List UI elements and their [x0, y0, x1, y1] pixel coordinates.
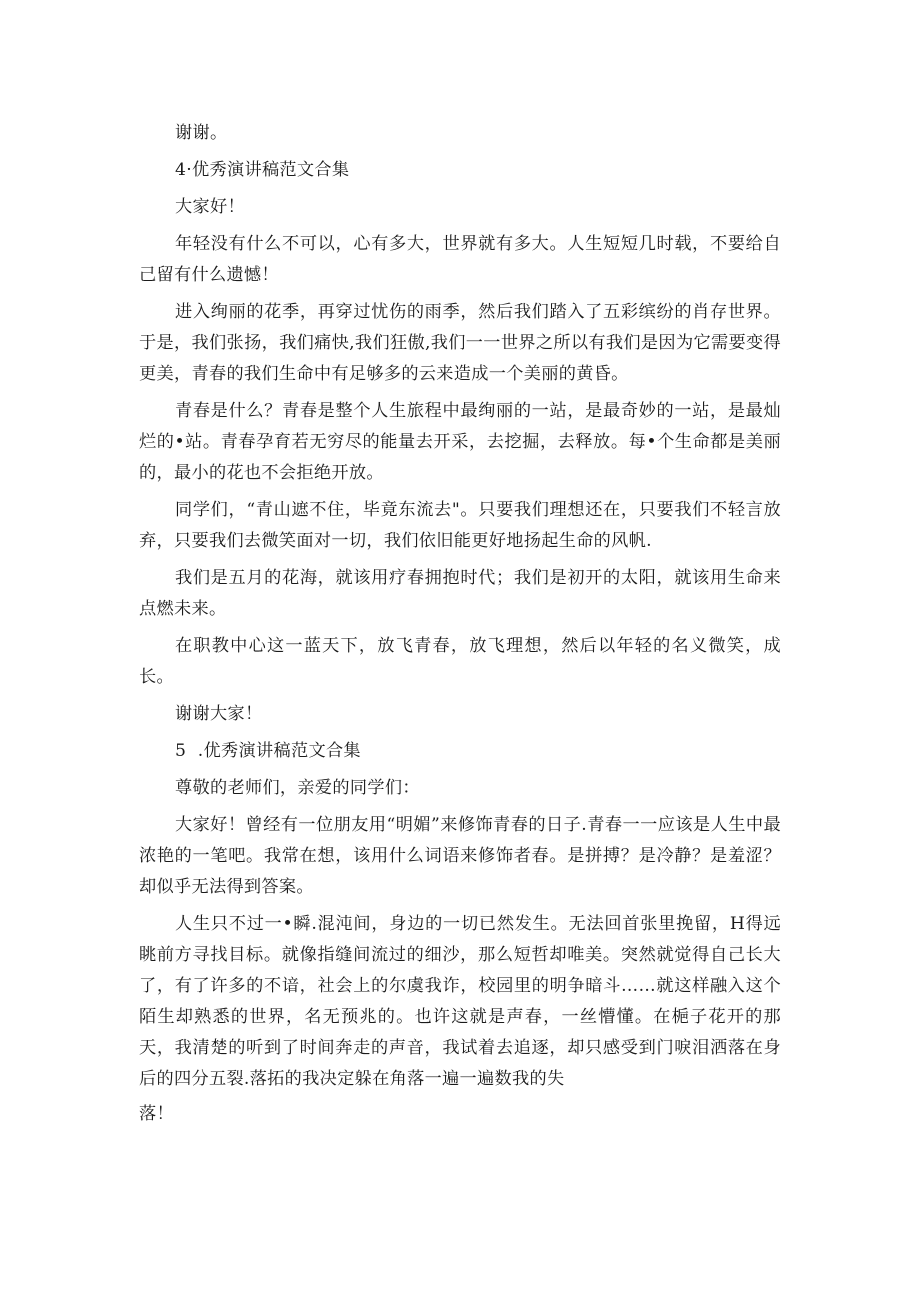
section-heading-5: 5 .优秀演讲稿范文合集	[175, 741, 361, 761]
paragraph-classmates: 同学们，“青山遮不住，毕竟东流去"。只要我们理想还在，只要我们不轻言放弃，只要我们去微笑面对一切，我们依旧能更好地扬起生命的风帆.	[139, 500, 781, 551]
paragraph-may-flowers: 我们是五月的花海，就该用疗春拥抱时代；我们是初开的太阳，就该用生命来点燃未来。	[139, 568, 781, 619]
paragraph-youth-possible: 年轻没有什么不可以，心有多大，世界就有多大。人生短短几时载，不要给自己留有什么遗憾！	[139, 234, 781, 285]
paragraph-flower-season: 进入绚丽的花季，再穿过忧伤的雨季，然后我们踏入了五彩缤纷的肖存世界。于是，我们张扬，我们痛快,我们狂傲,我们一一世界之所以有我们是因为它需要变得更美，青春的我们生命中有足够多的云来造成一个美丽的黄昏。	[139, 302, 781, 384]
section-heading-4: 4·优秀演讲稿范文合集	[175, 160, 350, 180]
paragraph-fragment: 落！	[139, 1104, 174, 1124]
paragraph-thanks-all: 谢谢大家！	[175, 704, 263, 724]
paragraph-what-is-youth: 青春是什么？青春是整个人生旅程中最绚丽的一站，是最奇妙的一站，是最灿烂的•站。青春孕育若无穷尽的能量去开采，去挖掘，去释放。每•个生命都是美丽的，最小的花也不会拒绝开放。	[139, 401, 781, 483]
paragraph-greeting: 大家好！	[175, 197, 245, 217]
document-body	[139, 118, 781, 1136]
paragraph-thanks: 谢谢。	[175, 123, 228, 143]
paragraph-bright-days: 大家好！曾经有一位朋友用“明媚”来修饰青春的日子.青春一一应该是人生中最浓艳的一笔吧。我常在想，该用什么词语来修饰者春。是拼搏？是冷静？是羞涩？却似乎无法得到答案。	[139, 815, 781, 897]
paragraph-vocational-center: 在职教中心这一蓝天下，放飞青春，放飞理想，然后以年轻的名义微笑，成长。	[139, 636, 781, 687]
paragraph-life-instant: 人生只不过一•瞬.混沌间，身边的一切已然发生。无法回首张里挽留，H得远眺前方寻找目标。就像指缝间流过的细沙，那么短哲却唯美。突然就觉得自己长大了，有了许多的不谙，社会上的尔虞我诈，校园里的明争暗斗……就这样融入这个陌生却熟悉的世界，名无预兆的。也许这就是声春，一丝懵懂。在梔子花开的那天，我清楚的听到了时间奔走的声音，我试着去追逐，却只感受到门唳泪洒落在身后的四分五裂.落拓的我决定躲在角落一遍一遍数我的失	[139, 914, 781, 1089]
paragraph-salutation: 尊敬的老师们，亲爱的同学们：	[175, 778, 420, 798]
